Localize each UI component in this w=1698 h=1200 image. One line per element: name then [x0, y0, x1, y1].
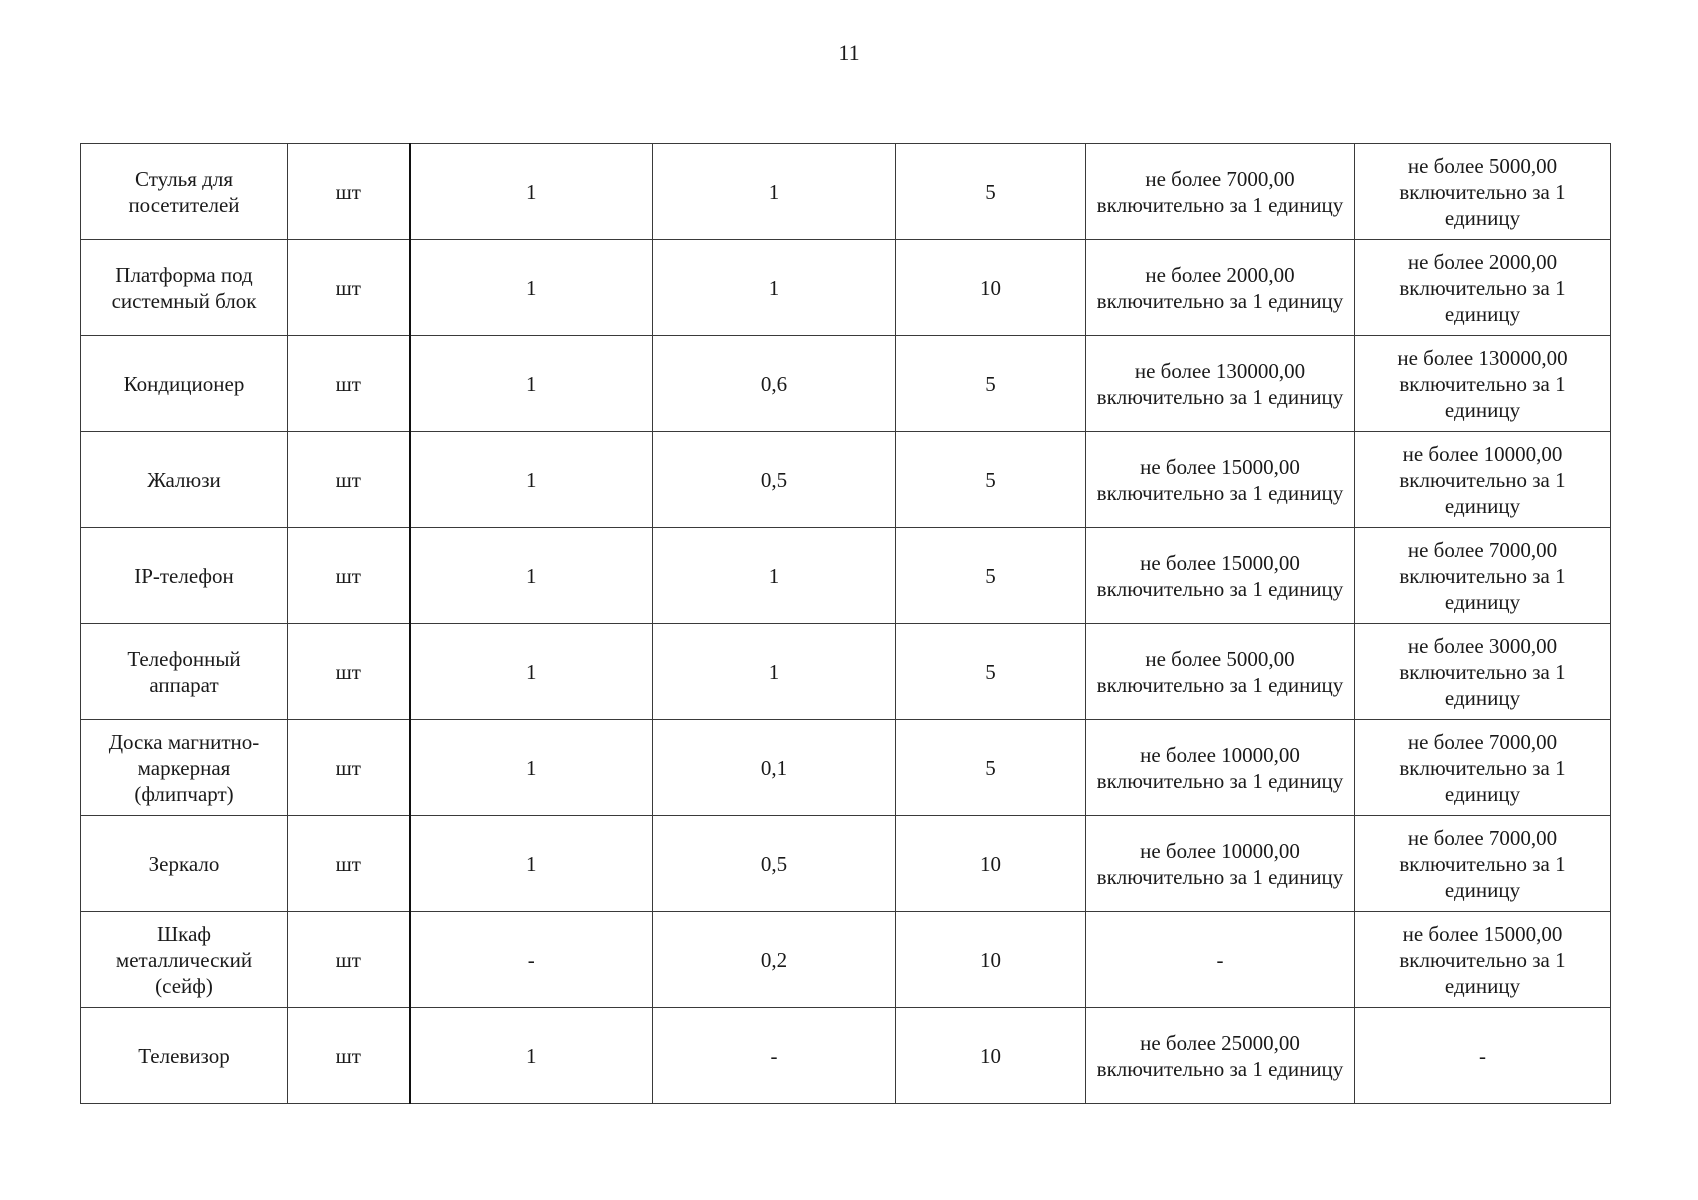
qty1-cell: 1 — [410, 528, 653, 624]
item-name-cell: Жалюзи — [81, 432, 288, 528]
item-name-cell: Кондиционер — [81, 336, 288, 432]
unit-cell: шт — [288, 720, 410, 816]
qty1-cell: 1 — [410, 1008, 653, 1104]
qty1-cell: 1 — [410, 336, 653, 432]
qty2-cell: 0,5 — [653, 816, 896, 912]
price1-cell: не более 10000,00 включительно за 1 единицу — [1086, 816, 1355, 912]
price1-cell: не более 10000,00 включительно за 1 единицу — [1086, 720, 1355, 816]
table-row — [81, 720, 1611, 816]
price1-cell: не более 25000,00 включительно за 1 единицу — [1086, 1008, 1355, 1104]
item-name-cell: IP-телефон — [81, 528, 288, 624]
unit-cell: шт — [288, 144, 410, 240]
price1-cell: не более 15000,00 включительно за 1 единицу — [1086, 432, 1355, 528]
qty2-cell: 0,6 — [653, 336, 896, 432]
price2-cell: не более 130000,00 включительно за 1 единицу — [1355, 336, 1611, 432]
table-row — [81, 240, 1611, 336]
table-row — [81, 624, 1611, 720]
price2-cell: не более 7000,00 включительно за 1 единицу — [1355, 528, 1611, 624]
qty1-cell: 1 — [410, 624, 653, 720]
qty2-cell: 1 — [653, 624, 896, 720]
table-row — [81, 816, 1611, 912]
qty1-cell: - — [410, 912, 653, 1008]
price1-cell: не более 130000,00 включительно за 1 единицу — [1086, 336, 1355, 432]
qty1-cell: 1 — [410, 816, 653, 912]
price2-cell: не более 2000,00 включительно за 1 единицу — [1355, 240, 1611, 336]
norms-table — [80, 143, 1611, 1104]
years-cell: 5 — [896, 336, 1086, 432]
table-row — [81, 912, 1611, 1008]
item-name-cell: Шкаф металлический (сейф) — [81, 912, 288, 1008]
item-name-cell: Стулья для посетителей — [81, 144, 288, 240]
unit-cell: шт — [288, 816, 410, 912]
item-name-cell: Платформа под системный блок — [81, 240, 288, 336]
unit-cell: шт — [288, 240, 410, 336]
unit-cell: шт — [288, 528, 410, 624]
table-row — [81, 1008, 1611, 1104]
qty2-cell: 0,2 — [653, 912, 896, 1008]
years-cell: 5 — [896, 528, 1086, 624]
item-name-cell: Доска магнитно-маркерная (флипчарт) — [81, 720, 288, 816]
years-cell: 5 — [896, 432, 1086, 528]
qty1-cell: 1 — [410, 240, 653, 336]
page-number: 11 — [838, 40, 860, 65]
price2-cell: не более 10000,00 включительно за 1 единицу — [1355, 432, 1611, 528]
price1-cell: не более 7000,00 включительно за 1 единицу — [1086, 144, 1355, 240]
qty1-cell: 1 — [410, 432, 653, 528]
price2-cell: не более 15000,00 включительно за 1 единицу — [1355, 912, 1611, 1008]
price1-cell: не более 5000,00 включительно за 1 единицу — [1086, 624, 1355, 720]
item-name-cell: Телевизор — [81, 1008, 288, 1104]
years-cell: 5 — [896, 144, 1086, 240]
price2-cell: не более 7000,00 включительно за 1 единицу — [1355, 816, 1611, 912]
table-row — [81, 432, 1611, 528]
price2-cell: не более 7000,00 включительно за 1 единицу — [1355, 720, 1611, 816]
unit-cell: шт — [288, 624, 410, 720]
unit-cell: шт — [288, 912, 410, 1008]
years-cell: 10 — [896, 816, 1086, 912]
price1-cell: - — [1086, 912, 1355, 1008]
qty2-cell: 0,1 — [653, 720, 896, 816]
item-name-cell: Зеркало — [81, 816, 288, 912]
qty2-cell: - — [653, 1008, 896, 1104]
qty2-cell: 1 — [653, 144, 896, 240]
qty1-cell: 1 — [410, 144, 653, 240]
table-row — [81, 144, 1611, 240]
price2-cell: не более 3000,00 включительно за 1 единицу — [1355, 624, 1611, 720]
table-row — [81, 336, 1611, 432]
table-row — [81, 528, 1611, 624]
qty2-cell: 1 — [653, 528, 896, 624]
years-cell: 10 — [896, 912, 1086, 1008]
qty2-cell: 0,5 — [653, 432, 896, 528]
years-cell: 10 — [896, 240, 1086, 336]
years-cell: 10 — [896, 1008, 1086, 1104]
price2-cell: - — [1355, 1008, 1611, 1104]
price2-cell: не более 5000,00 включительно за 1 единицу — [1355, 144, 1611, 240]
qty2-cell: 1 — [653, 240, 896, 336]
years-cell: 5 — [896, 720, 1086, 816]
price1-cell: не более 15000,00 включительно за 1 единицу — [1086, 528, 1355, 624]
unit-cell: шт — [288, 336, 410, 432]
unit-cell: шт — [288, 1008, 410, 1104]
qty1-cell: 1 — [410, 720, 653, 816]
unit-cell: шт — [288, 432, 410, 528]
item-name-cell: Телефонный аппарат — [81, 624, 288, 720]
years-cell: 5 — [896, 624, 1086, 720]
price1-cell: не более 2000,00 включительно за 1 единицу — [1086, 240, 1355, 336]
